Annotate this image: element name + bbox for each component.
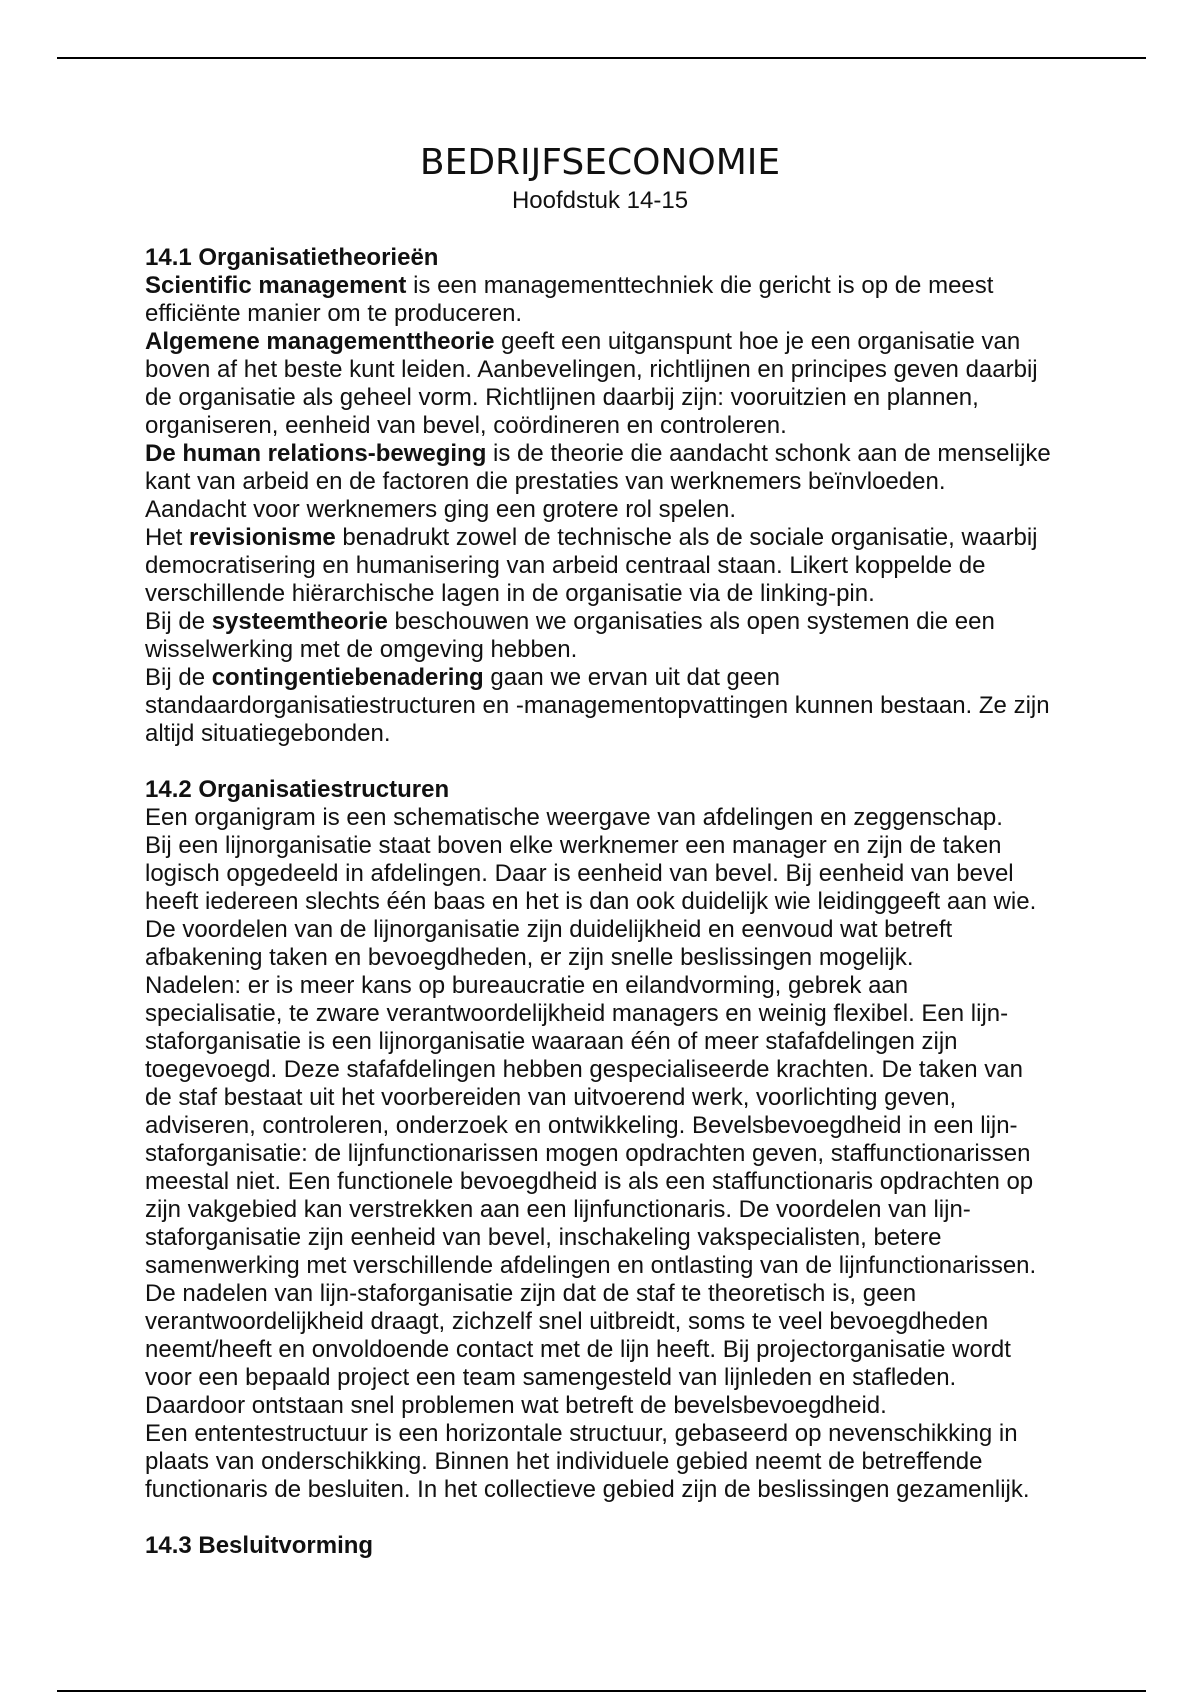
text-line: De voordelen van de lijnorganisatie zijn duidelijkheid en eenvoud wat betreft xyxy=(145,916,953,943)
bottom-rule xyxy=(57,1690,1146,1692)
text-run: beschouwen we organisaties als open systemen die een xyxy=(387,608,995,635)
text-line: Nadelen: er is meer kans op bureaucratie en eilandvorming, gebrek aan xyxy=(145,972,909,999)
text-line: staforganisatie: de lijnfunctionarissen mogen opdrachten geven, staffunctionarissen xyxy=(145,1140,1031,1167)
bold-term: De human relations-beweging xyxy=(145,440,487,467)
text-line: de staf bestaat uit het voorbereiden van uitvoerend werk, voorlichting geven, xyxy=(145,1084,957,1111)
text-line: organiseren, eenheid van bevel, coördineren en controleren. xyxy=(145,412,787,439)
text-run: gaan we ervan uit dat geen xyxy=(483,664,780,691)
text-line xyxy=(145,608,1145,636)
top-rule xyxy=(57,57,1146,59)
text-line: heeft iedereen slechts één baas en het is dan ook duidelijk wie leidinggeeft aan wie. xyxy=(145,888,1037,915)
text-line: Een ententestructuur is een horizontale structuur, gebaseerd op nevenschikking in xyxy=(145,1420,1018,1447)
bold-term: systeemtheorie xyxy=(211,608,388,635)
section-heading: 14.2 Organisatiestructuren xyxy=(145,776,450,803)
text-run: benadrukt zowel de technische als de sociale organisatie, waarbij xyxy=(335,524,1038,551)
section-heading: 14.3 Besluitvorming xyxy=(145,1532,374,1559)
text-line: adviseren, controleren, onderzoek en ontwikkeling. Bevelsbevoegdheid in een lijn- xyxy=(145,1112,1018,1139)
bold-term: Scientific management xyxy=(145,272,407,299)
text-line: democratisering en humanisering van arbeid centraal staan. Likert koppelde de xyxy=(145,552,986,579)
section xyxy=(145,244,1145,748)
text-run: Bij de xyxy=(145,608,212,635)
text-line: Een organigram is een schematische weergave van afdelingen en zeggenschap. xyxy=(145,804,1003,831)
text-line: neemt/heeft en onvoldoende contact met de lijn heeft. Bij projectorganisatie wordt xyxy=(145,1336,1011,1363)
text-run: is de theorie die aandacht schonk aan de menselijke xyxy=(486,440,1051,467)
text-line: verschillende hiërarchische lagen in de organisatie via de linking-pin. xyxy=(145,580,875,607)
text-line: boven af het beste kunt leiden. Aanbevelingen, richtlijnen en principes geven daarbij xyxy=(145,356,1038,383)
text-run: geeft een uitganspunt hoe je een organisatie van xyxy=(494,328,1021,355)
text-line xyxy=(145,328,1145,356)
text-line: Daardoor ontstaan snel problemen wat betreft de bevelsbevoegdheid. xyxy=(145,1392,887,1419)
text-run: Bij de xyxy=(145,664,212,691)
text-line xyxy=(145,524,1145,552)
text-line: wisselwerking met de omgeving hebben. xyxy=(145,636,578,663)
text-line: voor een bepaald project een team samengesteld van lijnleden en stafleden. xyxy=(145,1364,957,1391)
text-line: Aandacht voor werknemers ging een grotere rol spelen. xyxy=(145,496,736,523)
text-line: standaardorganisatiestructuren en -managementopvattingen kunnen bestaan. Ze zijn xyxy=(145,692,1050,719)
text-line: meestal niet. Een functionele bevoegdheid is als een staffunctionaris opdrachten op xyxy=(145,1168,1034,1195)
text-run: Het xyxy=(145,524,190,551)
text-line: functionaris de besluiten. In het collectieve gebied zijn de beslissingen gezamenlijk. xyxy=(145,1476,1030,1503)
text-line: de organisatie als geheel vorm. Richtlijnen daarbij zijn: vooruitzien en plannen, xyxy=(145,384,979,411)
document-subtitle: Hoofdstuk 14-15 xyxy=(511,187,689,214)
text-line: Bij een lijnorganisatie staat boven elke werknemer een manager en zijn de taken xyxy=(145,832,1002,859)
text-line: samenwerking met verschillende afdelingen en ontlasting van de lijnfunctionarissen. xyxy=(145,1252,1037,1279)
text-line: efficiënte manier om te produceren. xyxy=(145,300,523,327)
text-line: specialisatie, te zware verantwoordelijkheid managers en weinig flexibel. Een lijn- xyxy=(145,1000,1009,1027)
text-run: is een managementtechniek die gericht is op de meest xyxy=(406,272,994,299)
text-line: plaats van onderschikking. Binnen het individuele gebied neemt de betreffende xyxy=(145,1448,983,1475)
text-line: kant van arbeid en de factoren die prestaties van werknemers beïnvloeden. xyxy=(145,468,946,495)
text-line: De nadelen van lijn-staforganisatie zijn dat de staf te theoretisch is, geen xyxy=(145,1280,917,1307)
bold-term: revisionisme xyxy=(189,524,336,551)
document-title: BEDRIJFSECONOMIE xyxy=(419,142,781,183)
section xyxy=(145,1532,1145,1560)
bold-term: contingentiebenadering xyxy=(211,664,484,691)
text-line xyxy=(145,664,1145,692)
bold-term: Algemene managementtheorie xyxy=(145,328,495,355)
text-line: verantwoordelijkheid draagt, zichzelf snel uitbreidt, soms te veel bevoegdheden xyxy=(145,1308,989,1335)
document-body xyxy=(145,244,1145,1588)
text-line: staforganisatie is een lijnorganisatie waaraan één of meer stafafdelingen zijn xyxy=(145,1028,958,1055)
text-line: afbakening taken en bevoegdheden, er zijn snelle beslissingen mogelijk. xyxy=(145,944,914,971)
text-line: toegevoegd. Deze stafafdelingen hebben gespecialiseerde krachten. De taken van xyxy=(145,1056,1023,1083)
text-line xyxy=(145,440,1145,468)
text-line xyxy=(145,272,1145,300)
text-line: altijd situatiegebonden. xyxy=(145,720,391,747)
section-heading: 14.1 Organisatietheorieën xyxy=(145,244,439,271)
text-line: staforganisatie zijn eenheid van bevel, inschakeling vakspecialisten, betere xyxy=(145,1224,942,1251)
section xyxy=(145,776,1145,1504)
text-line: zijn vakgebied kan verstrekken aan een lijnfunctionaris. De voordelen van lijn- xyxy=(145,1196,971,1223)
text-line: logisch opgedeeld in afdelingen. Daar is eenheid van bevel. Bij eenheid van bevel xyxy=(145,860,1014,887)
